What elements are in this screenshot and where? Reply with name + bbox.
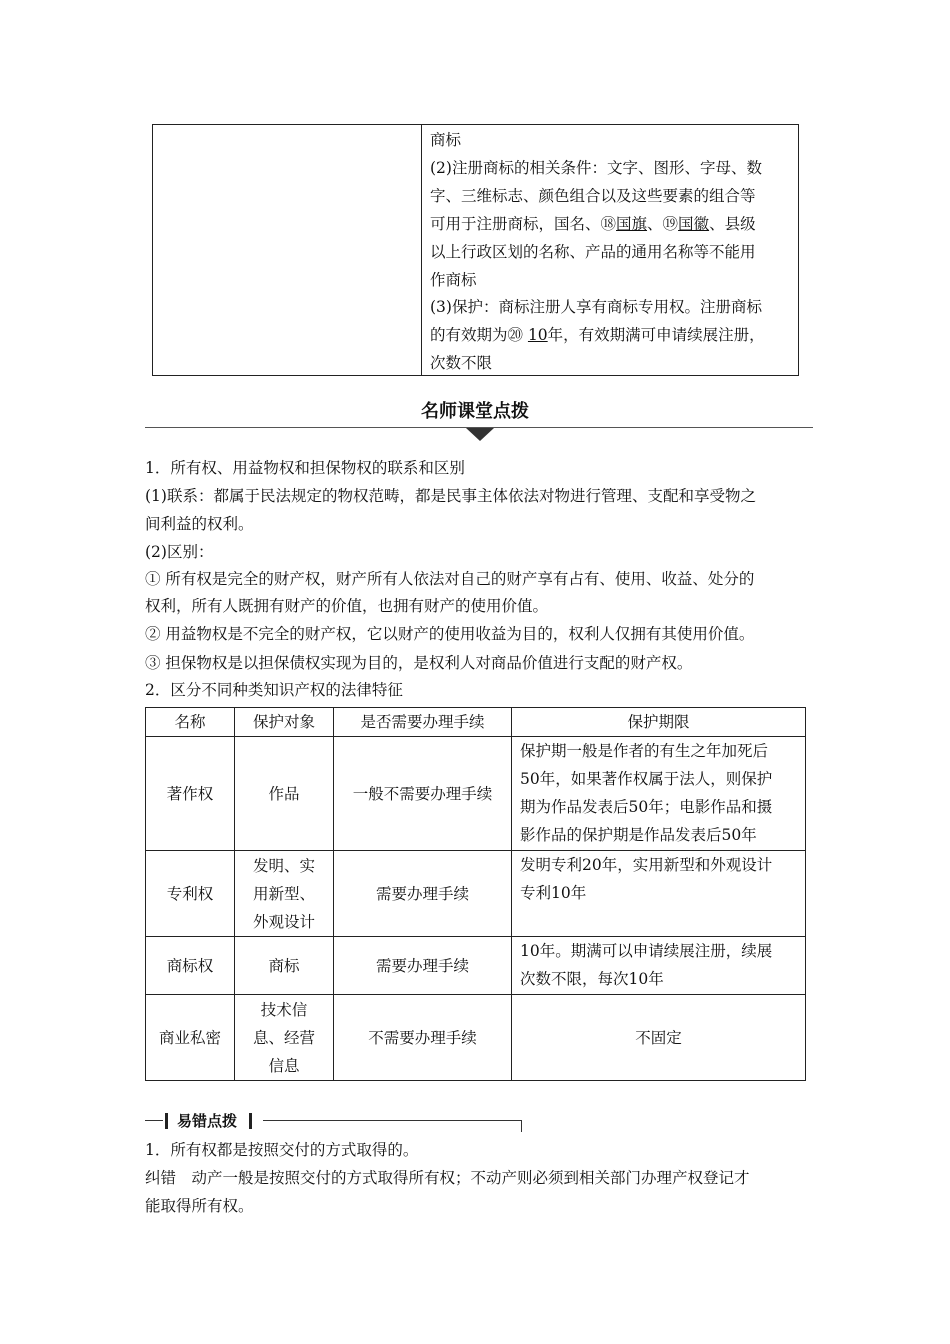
text-fragment: 作商标 (430, 270, 477, 289)
cell-name (146, 737, 235, 851)
tip-line: 能取得所有权。 (145, 1197, 254, 1215)
body-line: 间利益的权利。 (145, 515, 254, 533)
body-line: (1)联系：都属于民法规定的物权范畴，都是民事主体依法对物进行管理、支配和享受物之 (145, 487, 756, 505)
tip-title: 易错点拨 (177, 1112, 238, 1130)
cell-line (430, 211, 792, 239)
cell-procedure (334, 851, 512, 937)
cell-line (430, 239, 792, 267)
tip-line: 1．所有权都是按照交付的方式取得的。 (145, 1141, 419, 1159)
text-fragment: 字、三维标志、颜色组合以及这些要素的组合等 (430, 186, 756, 205)
cell-procedure (334, 737, 512, 851)
text-fragment: 以上行政区划的名称、产品的通用名称等不能用 (430, 242, 756, 261)
cell-text: 影作品的保护期是作品发表后50年 (520, 826, 757, 844)
text-fragment: 商标 (430, 131, 462, 149)
table-header-row (146, 708, 806, 737)
cell-line (430, 155, 792, 183)
cell-term (512, 851, 806, 937)
cell-text: 信息 (268, 1056, 300, 1075)
cell-text: 发明专利20年，实用新型和外观设计 (520, 856, 773, 874)
column-divider (421, 125, 422, 375)
underlined-answer: 10 (527, 326, 548, 345)
cell-text: 保护期一般是作者的有生之年加死后 (520, 742, 769, 760)
body-line: 权利，所有人既拥有财产的价值，也拥有财产的使用价值。 (145, 597, 549, 615)
cell-term (512, 995, 806, 1081)
section-title: 名师课堂点拨 (421, 401, 529, 422)
cell-text: 商标权 (166, 956, 214, 975)
cell-name (146, 937, 235, 995)
cell-line (430, 350, 792, 378)
cell-text: 次数不限，每次10年 (520, 970, 664, 988)
cell-text: 著作权 (166, 784, 214, 803)
cell-procedure (334, 937, 512, 995)
cell-text: 专利10年 (520, 884, 587, 902)
body-line: (2)区别： (145, 543, 214, 561)
cell-term (512, 737, 806, 851)
continuation-table (152, 124, 799, 376)
body-line: ③ 担保物权是以担保债权实现为目的，是权利人对商品价值进行支配的财产权。 (145, 654, 693, 672)
cell-object (235, 937, 334, 995)
cell-text: 商业私密 (158, 1028, 221, 1047)
cell-name (146, 851, 235, 937)
cell-term (512, 937, 806, 995)
column-header: 是否需要办理手续 (334, 708, 512, 737)
text-fragment: 、县级 (709, 214, 756, 233)
heading-1: 1．所有权、用益物权和担保物权的联系和区别 (145, 459, 465, 477)
column-header: 保护期限 (512, 708, 806, 737)
text-fragment: 次数不限 (430, 354, 493, 373)
cell-text: 需要办理手续 (375, 956, 469, 975)
cell-text: 10年。期满可以申请续展注册，续展 (520, 942, 773, 960)
underlined-answer: 国徽 (678, 214, 710, 233)
cell-text: 专利权 (166, 884, 214, 903)
section-triangle-icon (466, 428, 494, 441)
cell-procedure (334, 995, 512, 1081)
body-line: ① 所有权是完全的财产权，财产所有人依法对自己的财产享有占有、使用、收益、处分的 (145, 570, 755, 588)
body-line: ② 用益物权是不完全的财产权，它以财产的使用收益为目的，权利人仅拥有其使用价值。 (145, 625, 755, 643)
cell-line (430, 322, 792, 350)
cell-object (235, 851, 334, 937)
table-row (146, 995, 806, 1081)
underlined-answer: 国旗 (616, 214, 648, 233)
table-row (146, 937, 806, 995)
tip-header (145, 1110, 525, 1132)
tip-line: 纠错 动产一般是按照交付的方式取得所有权；不动产则必须到相关部门办理产权登记才 (145, 1169, 750, 1187)
cell-text: 需要办理手续 (375, 884, 469, 903)
heading-2: 2．区分不同种类知识产权的法律特征 (145, 681, 403, 699)
cell-text: 商标 (268, 956, 300, 975)
cell-line (430, 127, 792, 155)
cell-line (430, 294, 792, 322)
cell-text: 用新型、 (252, 884, 315, 903)
trademark-notes-cell (430, 127, 792, 378)
text-fragment: 年，有效期满可申请续展注册， (547, 326, 765, 345)
table-row (146, 737, 806, 851)
cell-text: 不固定 (635, 1028, 682, 1047)
cell-text: 一般不需要办理手续 (352, 784, 493, 803)
cell-name (146, 995, 235, 1081)
cell-text: 作品 (268, 784, 300, 803)
cell-text: 发明、实 (252, 856, 315, 875)
column-header: 名称 (146, 708, 235, 737)
cell-text: 外观设计 (252, 912, 315, 931)
text-fragment: 可用于注册商标，国名、⑱ (430, 214, 617, 233)
cell-text: 期为作品发表后50年；电影作品和摄 (520, 798, 773, 816)
cell-text: 息、经营 (252, 1028, 315, 1047)
text-fragment: 的有效期为⑳ (430, 326, 528, 345)
cell-text: 技术信 (260, 1000, 308, 1019)
ip-comparison-table (145, 707, 806, 1081)
cell-text: 50年，如果著作权属于法人，则保护 (520, 770, 773, 788)
cell-line (430, 183, 792, 211)
table-row (146, 851, 806, 937)
cell-object (235, 737, 334, 851)
cell-text: 不需要办理手续 (368, 1028, 477, 1047)
text-fragment: 、⑲ (647, 214, 679, 233)
column-header: 保护对象 (235, 708, 334, 737)
cell-line (430, 267, 792, 295)
text-fragment: (2)注册商标的相关条件：文字、图形、字母、数 (430, 158, 762, 177)
cell-object (235, 995, 334, 1081)
text-fragment: (3)保护：商标注册人享有商标专用权。注册商标 (430, 298, 762, 317)
